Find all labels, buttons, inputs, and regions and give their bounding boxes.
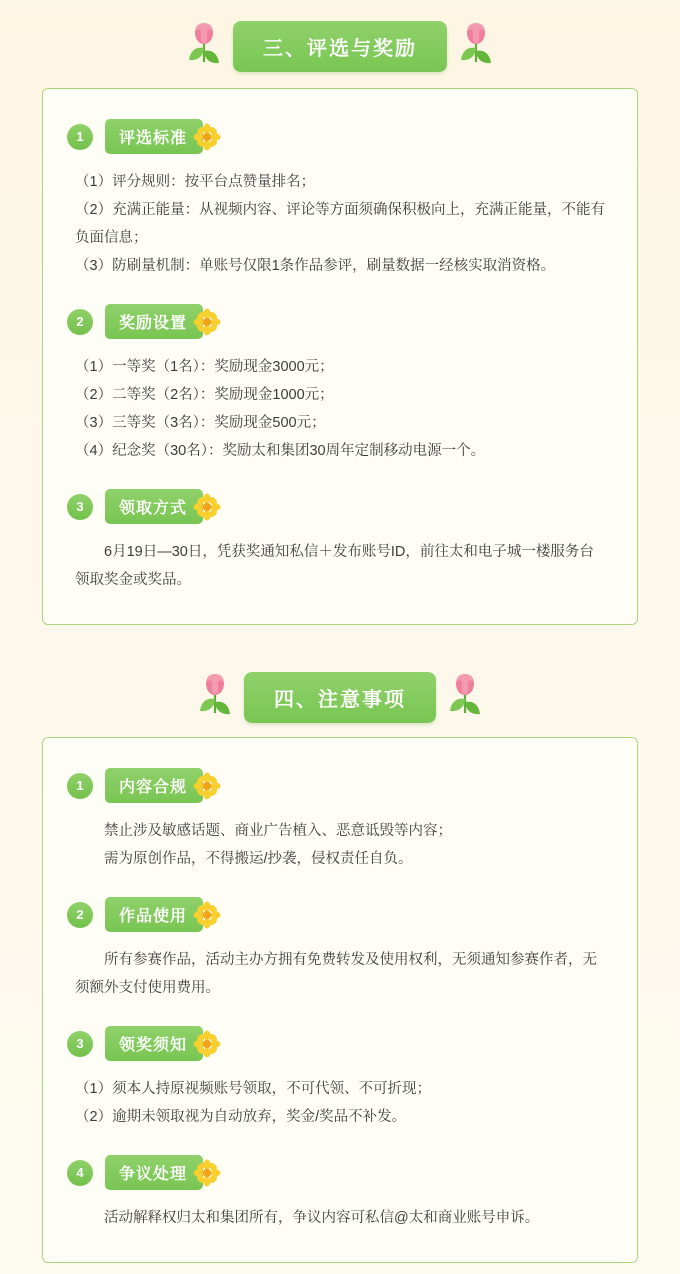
sub-heading-label: 内容合规 — [105, 768, 203, 803]
sub-heading-label: 争议处理 — [105, 1155, 203, 1190]
daisy-flower-icon — [193, 1159, 221, 1187]
tulip-flower-icon — [181, 18, 227, 74]
text-line: （1）一等奖（1名）：奖励现金3000元； — [75, 359, 334, 375]
daisy-flower-icon — [193, 493, 221, 521]
text-line: 禁止涉及敏感话题、商业广告植入、恶意诋毁等内容； — [104, 823, 452, 839]
text-line: 活动解释权归太和集团所有，争议内容可私信@太和商业账号申诉。 — [104, 1210, 540, 1226]
daisy-flower-icon — [193, 308, 221, 336]
sub-heading — [67, 1026, 613, 1061]
content-block — [67, 304, 613, 465]
text-line: 所有参赛作品，活动主办方拥有免费转发及使用权利，无须通知参赛作者，无须额外支付使用费用。 — [75, 952, 597, 996]
poster-page — [0, 10, 680, 1274]
sub-heading — [67, 768, 613, 803]
step-number-badge: 1 — [67, 773, 93, 799]
block-text — [67, 353, 613, 465]
step-number-badge: 2 — [67, 309, 93, 335]
section-banner-title: 三、评选与奖励 — [233, 21, 447, 72]
daisy-flower-icon — [193, 123, 221, 151]
text-line: （2）逾期未领取视为自动放弃，奖金/奖品不补发。 — [75, 1109, 407, 1125]
step-number-badge: 3 — [67, 494, 93, 520]
block-text — [67, 946, 613, 1002]
daisy-flower-icon — [193, 901, 221, 929]
sub-heading-label: 评选标准 — [105, 119, 203, 154]
text-line: 需为原创作品，不得搬运/抄袭，侵权责任自负。 — [104, 851, 413, 867]
tulip-flower-icon — [453, 18, 499, 74]
step-number-badge: 2 — [67, 902, 93, 928]
sub-heading — [67, 897, 613, 932]
daisy-flower-icon — [193, 772, 221, 800]
sub-heading-label: 领奖须知 — [105, 1026, 203, 1061]
section-header-three — [0, 10, 680, 82]
block-text — [67, 168, 613, 280]
content-block — [67, 1026, 613, 1131]
text-line: （2）二等奖（2名）：奖励现金1000元； — [75, 387, 334, 403]
sub-heading — [67, 304, 613, 339]
text-line: （1）须本人持原视频账号领取，不可代领、不可折现； — [75, 1081, 432, 1097]
step-number-badge: 1 — [67, 124, 93, 150]
section-card-three — [42, 88, 638, 625]
content-block — [67, 119, 613, 280]
tulip-flower-icon — [192, 669, 238, 725]
text-line: 6月19日—30日，凭获奖通知私信＋发布账号ID，前往太和电子城一楼服务台领取奖金或奖品。 — [75, 544, 594, 588]
daisy-flower-icon — [193, 1030, 221, 1058]
sub-heading — [67, 489, 613, 524]
sub-heading — [67, 1155, 613, 1190]
sub-heading-label: 领取方式 — [105, 489, 203, 524]
content-block — [67, 768, 613, 873]
content-block — [67, 489, 613, 594]
text-line: （4）纪念奖（30名）：奖励太和集团30周年定制移动电源一个。 — [75, 443, 486, 459]
block-text — [67, 538, 613, 594]
block-text — [67, 1204, 613, 1232]
sub-heading-label: 奖励设置 — [105, 304, 203, 339]
sub-heading-label: 作品使用 — [105, 897, 203, 932]
text-line: （3）三等奖（3名）：奖励现金500元； — [75, 415, 326, 431]
block-text — [67, 817, 613, 873]
step-number-badge: 4 — [67, 1160, 93, 1186]
section-card-four — [42, 737, 638, 1263]
section-header-four — [0, 661, 680, 733]
content-block — [67, 897, 613, 1002]
section-banner-title: 四、注意事项 — [244, 672, 436, 723]
content-block — [67, 1155, 613, 1232]
tulip-flower-icon — [442, 669, 488, 725]
block-text — [67, 1075, 613, 1131]
text-line: （1）评分规则：按平台点赞量排名； — [75, 174, 316, 190]
sub-heading — [67, 119, 613, 154]
step-number-badge: 3 — [67, 1031, 93, 1057]
text-line: （3）防刷量机制：单账号仅限1条作品参评，刷量数据一经核实取消资格。 — [75, 258, 556, 274]
text-line: （2）充满正能量：从视频内容、评论等方面须确保积极向上，充满正能量，不能有负面信息； — [75, 202, 606, 246]
